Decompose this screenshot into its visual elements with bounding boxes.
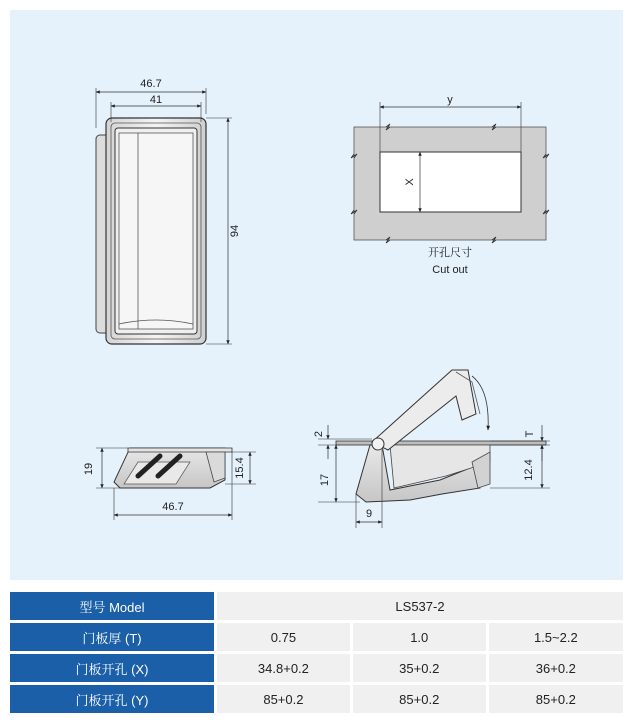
dim-cutout-y: y xyxy=(447,94,453,106)
dim-inner-width: 41 xyxy=(149,94,163,106)
table-cell: 1.5~2.2 xyxy=(487,622,623,653)
dim-section-9: 9 xyxy=(365,508,373,520)
row-label: 门板开孔 (Y) xyxy=(10,684,216,715)
technical-drawing xyxy=(10,10,623,580)
table-cell: 85+0.2 xyxy=(487,684,623,715)
dim-cutout-x: X xyxy=(404,178,416,186)
drawing-panel xyxy=(10,10,623,580)
table-row-model xyxy=(10,592,623,622)
dim-section-2: 2 xyxy=(313,430,325,438)
table-row-cutout-x xyxy=(10,653,623,684)
dim-side-depth: 15.4 xyxy=(234,457,246,479)
table-cell: 34.8+0.2 xyxy=(216,653,352,684)
front-view xyxy=(96,78,241,344)
row-label: 门板开孔 (X) xyxy=(10,653,216,684)
side-view xyxy=(83,448,256,520)
table-row-thickness xyxy=(10,622,623,653)
table-cell: 35+0.2 xyxy=(351,653,487,684)
row-label: 型号 Model xyxy=(10,592,216,622)
table-row-cutout-y xyxy=(10,684,623,715)
table-cell: 85+0.2 xyxy=(216,684,352,715)
dim-section-thickness: T xyxy=(524,430,536,438)
dim-side-width: 46.7 xyxy=(162,501,184,513)
dim-section-17: 17 xyxy=(319,473,331,487)
table-cell: 0.75 xyxy=(216,622,352,653)
dim-section-depth: 12.4 xyxy=(523,459,535,481)
dim-height: 94 xyxy=(229,224,241,238)
spec-table xyxy=(10,592,623,716)
dim-side-height: 19 xyxy=(83,462,95,476)
table-cell: LS537-2 xyxy=(216,592,624,622)
cutout-label-cn: 开孔尺寸 xyxy=(428,247,472,259)
table-cell: 36+0.2 xyxy=(487,653,623,684)
table-cell: 85+0.2 xyxy=(351,684,487,715)
cutout-diagram xyxy=(351,94,549,276)
dim-overall-width: 46.7 xyxy=(140,78,162,90)
section-view xyxy=(313,370,550,528)
cutout-label-en: Cut out xyxy=(432,264,468,276)
row-label: 门板厚 (T) xyxy=(10,622,216,653)
table-cell: 1.0 xyxy=(351,622,487,653)
